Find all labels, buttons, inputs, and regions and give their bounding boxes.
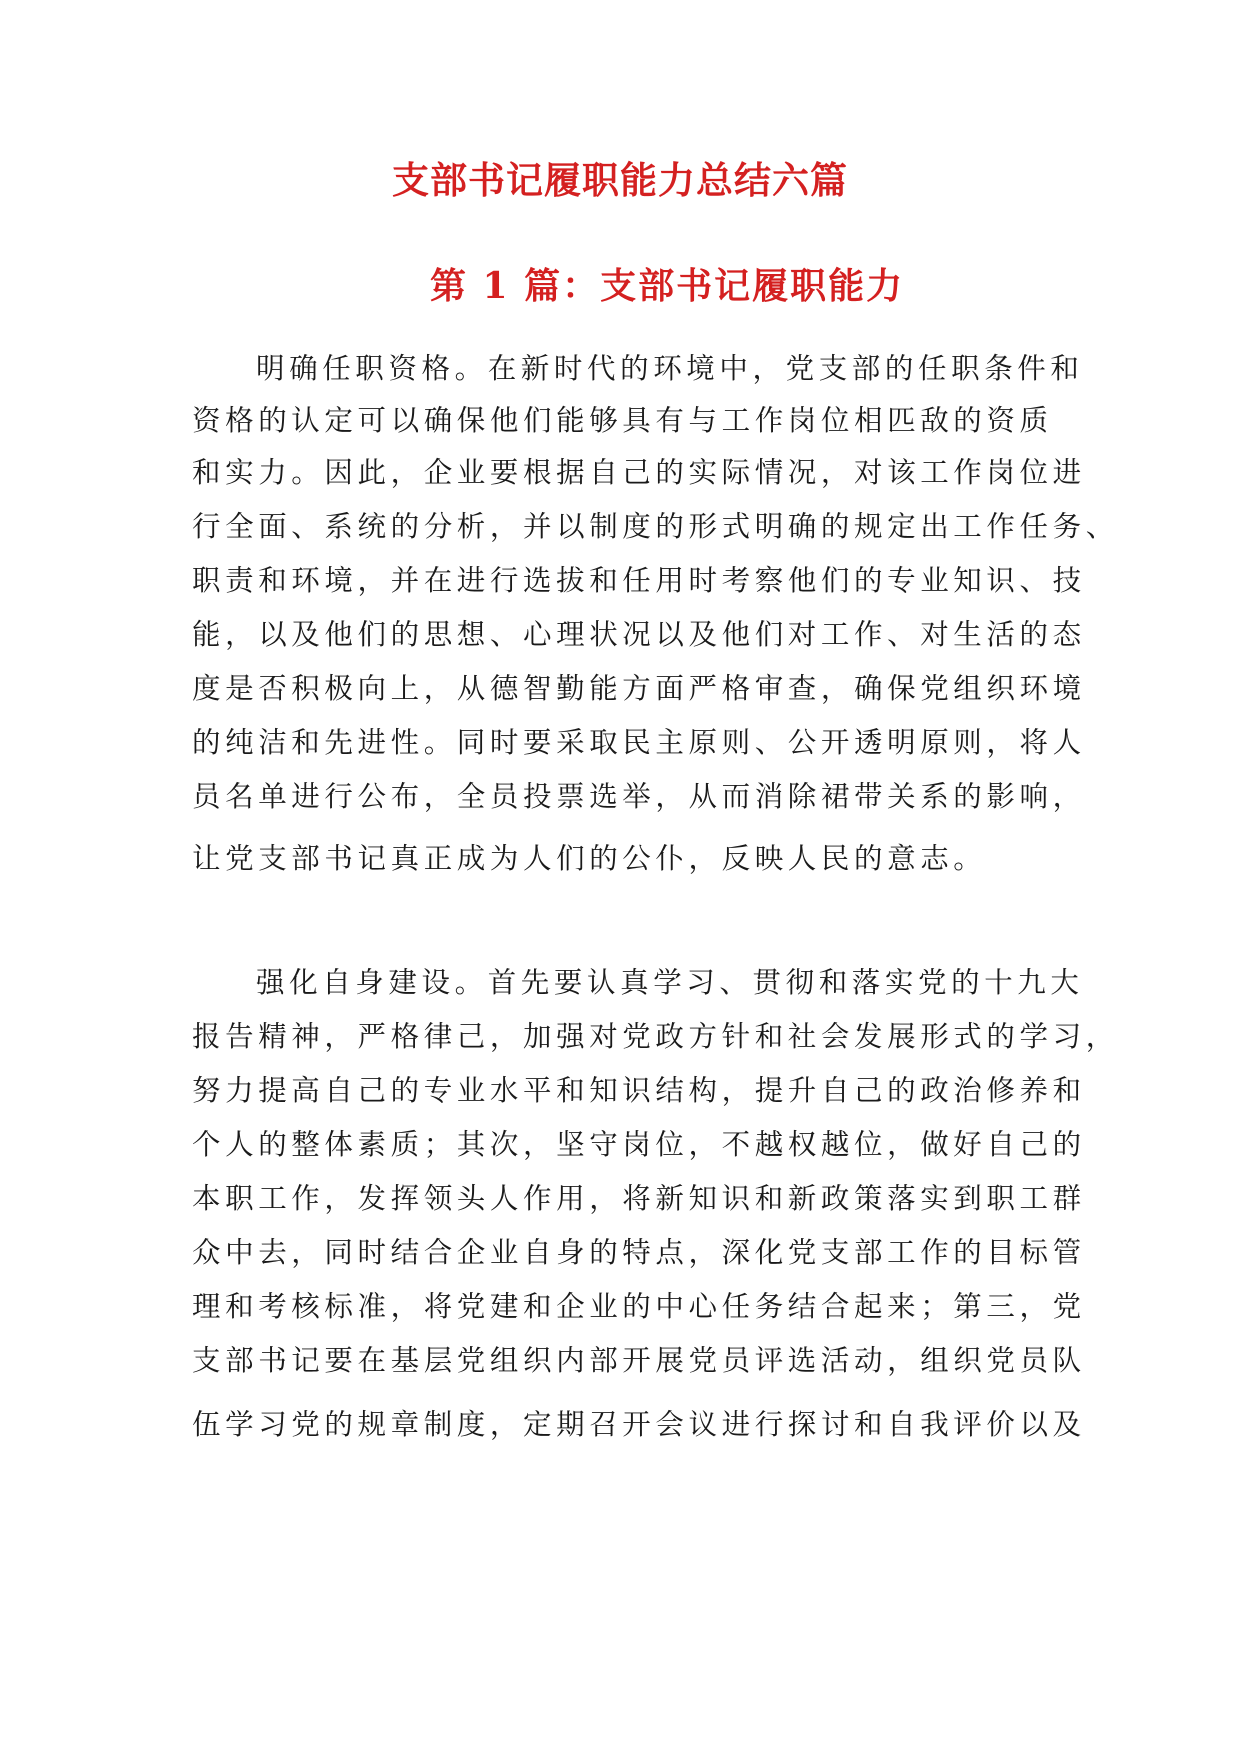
text-line: 本职工作，发挥领头人作用，将新知识和新政策落实到职工群	[192, 1182, 1086, 1215]
text-line: 报告精神，严格律己，加强对党政方针和社会发展形式的学习，	[192, 1020, 1119, 1053]
text-line: 资格的认定可以确保他们能够具有与工作岗位相匹敌的资质	[192, 404, 1053, 437]
text-line: 明确任职资格。在新时代的环境中，党支部的任职条件和	[256, 352, 1084, 385]
text-line: 众中去，同时结合企业自身的特点，深化党支部工作的目标管	[192, 1236, 1086, 1269]
text-line: 让党支部书记真正成为人们的公仆，反映人民的意志。	[192, 842, 987, 875]
document-title: 支部书记履职能力总结六篇	[392, 158, 848, 202]
text-line: 职责和环境，并在进行选拔和任用时考察他们的专业知识、技	[192, 564, 1086, 597]
text-line: 和实力。因此，企业要根据自己的实际情况，对该工作岗位进	[192, 456, 1086, 489]
text-line: 支部书记要在基层党组织内部开展党员评选活动，组织党员队	[192, 1344, 1086, 1377]
text-line: 努力提高自己的专业水平和知识结构，提升自己的政治修养和	[192, 1074, 1086, 1107]
text-line: 度是否积极向上，从德智勤能方面严格审查，确保党组织环境	[192, 672, 1086, 705]
text-line: 员名单进行公布，全员投票选举，从而消除裙带关系的影响，	[192, 780, 1086, 813]
text-line: 能，以及他们的思想、心理状况以及他们对工作、对生活的态	[192, 618, 1086, 651]
text-line: 强化自身建设。首先要认真学习、贯彻和落实党的十九大	[256, 966, 1084, 999]
section-title: 第 1 篇：支部书记履职能力	[430, 265, 905, 307]
text-line: 的纯洁和先进性。同时要采取民主原则、公开透明原则，将人	[192, 726, 1086, 759]
text-line: 伍学习党的规章制度，定期召开会议进行探讨和自我评价以及	[192, 1408, 1086, 1441]
text-line: 行全面、系统的分析，并以制度的形式明确的规定出工作任务、	[192, 510, 1119, 543]
text-line: 个人的整体素质；其次，坚守岗位，不越权越位，做好自己的	[192, 1128, 1086, 1161]
text-line: 理和考核标准，将党建和企业的中心任务结合起来；第三，党	[192, 1290, 1086, 1323]
